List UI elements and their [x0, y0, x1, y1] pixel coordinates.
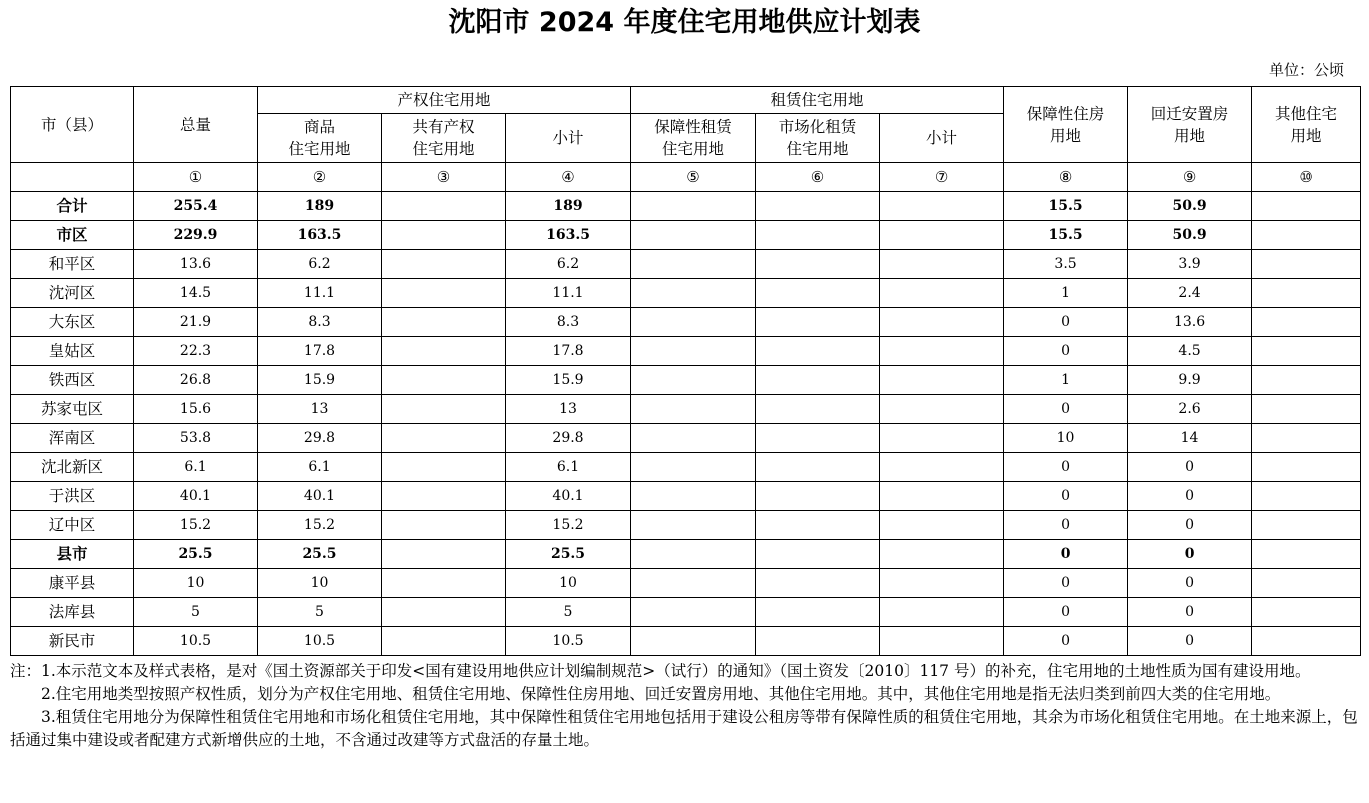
table-cell-sub_p: 189: [506, 192, 631, 221]
table-row: [11, 192, 1361, 221]
table-cell-commercial: 15.9: [258, 366, 382, 395]
table-cell-mkt_rent: [756, 192, 880, 221]
table-cell-sub_p: 6.2: [506, 250, 631, 279]
table-row: [11, 366, 1361, 395]
table-cell-aff_rent: [631, 424, 756, 453]
footnotes: [10, 660, 1360, 752]
table-cell-sub_p: 10.5: [506, 627, 631, 656]
table-cell-other: [1252, 221, 1361, 250]
table-row: [11, 598, 1361, 627]
region-name-cell: 和平区: [11, 250, 134, 279]
column-number: ⑨: [1128, 163, 1252, 192]
region-name-cell: 苏家屯区: [11, 395, 134, 424]
table-cell-resettle: 0: [1128, 627, 1252, 656]
region-name-cell: 于洪区: [11, 482, 134, 511]
table-cell-coowned: [382, 482, 506, 511]
table-cell-mkt_rent: [756, 453, 880, 482]
table-cell-aff_rent: [631, 569, 756, 598]
table-cell-mkt_rent: [756, 424, 880, 453]
table-cell-sub_p: 10: [506, 569, 631, 598]
table-cell-other: [1252, 540, 1361, 569]
region-name-cell: 市区: [11, 221, 134, 250]
table-row: [11, 627, 1361, 656]
table-cell-total: 5: [134, 598, 258, 627]
table-cell-commercial: 29.8: [258, 424, 382, 453]
table-cell-resettle: 0: [1128, 540, 1252, 569]
header-market-rental: 市场化租赁 住宅用地: [756, 114, 880, 163]
table-cell-aff_house: 0: [1004, 511, 1128, 540]
table-cell-coowned: [382, 453, 506, 482]
table-cell-coowned: [382, 540, 506, 569]
table-row: [11, 453, 1361, 482]
table-cell-resettle: 0: [1128, 511, 1252, 540]
table-cell-aff_house: 0: [1004, 308, 1128, 337]
table-cell-other: [1252, 337, 1361, 366]
table-cell-coowned: [382, 424, 506, 453]
table-cell-sub_r: [880, 337, 1004, 366]
header-commercial: 商品 住宅用地: [258, 114, 382, 163]
table-cell-other: [1252, 627, 1361, 656]
header-subtotal-property: 小计: [506, 114, 631, 163]
column-number: ②: [258, 163, 382, 192]
region-name-cell: 法库县: [11, 598, 134, 627]
table-row: [11, 250, 1361, 279]
table-cell-aff_house: 15.5: [1004, 192, 1128, 221]
table-cell-aff_house: 1: [1004, 279, 1128, 308]
table-cell-commercial: 10.5: [258, 627, 382, 656]
table-cell-resettle: 2.6: [1128, 395, 1252, 424]
table-cell-sub_p: 15.9: [506, 366, 631, 395]
table-cell-sub_r: [880, 250, 1004, 279]
table-cell-resettle: 4.5: [1128, 337, 1252, 366]
table-cell-commercial: 6.2: [258, 250, 382, 279]
table-cell-total: 10: [134, 569, 258, 598]
table-cell-mkt_rent: [756, 540, 880, 569]
table-cell-other: [1252, 192, 1361, 221]
table-cell-sub_r: [880, 308, 1004, 337]
table-row: [11, 279, 1361, 308]
table-cell-sub_p: 15.2: [506, 511, 631, 540]
table-cell-mkt_rent: [756, 279, 880, 308]
table-cell-aff_house: 0: [1004, 453, 1128, 482]
table-cell-sub_p: 17.8: [506, 337, 631, 366]
table-row: [11, 308, 1361, 337]
table-cell-commercial: 25.5: [258, 540, 382, 569]
table-cell-mkt_rent: [756, 308, 880, 337]
table-cell-resettle: 0: [1128, 482, 1252, 511]
table-cell-resettle: 9.9: [1128, 366, 1252, 395]
table-cell-coowned: [382, 337, 506, 366]
table-cell-sub_r: [880, 424, 1004, 453]
table-cell-aff_rent: [631, 540, 756, 569]
table-cell-resettle: 0: [1128, 598, 1252, 627]
region-name-cell: 新民市: [11, 627, 134, 656]
region-name-cell: 辽中区: [11, 511, 134, 540]
table-cell-coowned: [382, 598, 506, 627]
table-cell-coowned: [382, 569, 506, 598]
table-cell-aff_house: 3.5: [1004, 250, 1128, 279]
table-cell-aff_rent: [631, 250, 756, 279]
table-cell-commercial: 8.3: [258, 308, 382, 337]
header-coowned: 共有产权 住宅用地: [382, 114, 506, 163]
table-cell-sub_r: [880, 540, 1004, 569]
table-cell-sub_r: [880, 279, 1004, 308]
table-cell-coowned: [382, 395, 506, 424]
table-cell-sub_r: [880, 192, 1004, 221]
table-cell-aff_house: 0: [1004, 482, 1128, 511]
header-affordable-housing: 保障性住房 用地: [1004, 87, 1128, 163]
header-city: 市（县）: [11, 87, 134, 163]
table-cell-other: [1252, 250, 1361, 279]
table-cell-other: [1252, 366, 1361, 395]
header-group-rental: 租赁住宅用地: [631, 87, 1004, 114]
table-cell-aff_rent: [631, 192, 756, 221]
table-row: [11, 337, 1361, 366]
table-cell-commercial: 163.5: [258, 221, 382, 250]
table-cell-sub_r: [880, 598, 1004, 627]
table-row: [11, 569, 1361, 598]
table-cell-mkt_rent: [756, 511, 880, 540]
column-number-blank: [11, 163, 134, 192]
table-cell-sub_p: 29.8: [506, 424, 631, 453]
table-cell-total: 40.1: [134, 482, 258, 511]
table-cell-resettle: 0: [1128, 569, 1252, 598]
region-name-cell: 县市: [11, 540, 134, 569]
column-number-row: [11, 163, 1361, 192]
column-number: ⑧: [1004, 163, 1128, 192]
table-cell-commercial: 13: [258, 395, 382, 424]
table-cell-sub_r: [880, 511, 1004, 540]
table-cell-coowned: [382, 192, 506, 221]
table-cell-other: [1252, 308, 1361, 337]
footnote-1: 注：1.本示范文本及样式表格，是对《国土资源部关于印发<国有建设用地供应计划编制规范>（试行）的通知》（国土资发〔2010〕117 号）的补充，住宅用地的土地性质为国有建设用地。: [10, 662, 1311, 680]
table-cell-aff_house: 0: [1004, 337, 1128, 366]
header-subtotal-rental: 小计: [880, 114, 1004, 163]
footnote-3: 3.租赁住宅用地分为保障性租赁住宅用地和市场化租赁住宅用地，其中保障性租赁住宅用地包括用于建设公租房等带有保障性质的租赁住宅用地，其余为市场化租赁住宅用地。在土地来源上，包括通过集中建设或者配建方式新增供应的土地，不含通过改建等方式盘活的存量土地。: [10, 708, 1358, 749]
table-cell-resettle: 50.9: [1128, 221, 1252, 250]
table-row: [11, 540, 1361, 569]
table-cell-commercial: 6.1: [258, 453, 382, 482]
header-resettlement: 回迁安置房 用地: [1128, 87, 1252, 163]
column-number: ③: [382, 163, 506, 192]
header-affordable-rental: 保障性租赁 住宅用地: [631, 114, 756, 163]
region-name-cell: 沈河区: [11, 279, 134, 308]
footnote-2: 2.住宅用地类型按照产权性质，划分为产权住宅用地、租赁住宅用地、保障性住房用地、回迁安置房用地、其他住宅用地。其中，其他住宅用地是指无法归类到前四大类的住宅用地。: [41, 685, 1281, 703]
table-cell-mkt_rent: [756, 598, 880, 627]
table-cell-commercial: 5: [258, 598, 382, 627]
table-cell-total: 13.6: [134, 250, 258, 279]
table-row: [11, 221, 1361, 250]
column-number: ⑩: [1252, 163, 1361, 192]
table-cell-total: 53.8: [134, 424, 258, 453]
table-cell-sub_p: 5: [506, 598, 631, 627]
table-cell-aff_rent: [631, 395, 756, 424]
table-cell-sub_r: [880, 453, 1004, 482]
region-name-cell: 合计: [11, 192, 134, 221]
column-number: ④: [506, 163, 631, 192]
table-cell-coowned: [382, 250, 506, 279]
table-cell-other: [1252, 424, 1361, 453]
column-number: ⑦: [880, 163, 1004, 192]
region-name-cell: 铁西区: [11, 366, 134, 395]
table-cell-total: 26.8: [134, 366, 258, 395]
table-cell-sub_r: [880, 366, 1004, 395]
table-cell-mkt_rent: [756, 250, 880, 279]
table-cell-sub_r: [880, 569, 1004, 598]
table-cell-aff_rent: [631, 627, 756, 656]
table-cell-other: [1252, 395, 1361, 424]
table-cell-mkt_rent: [756, 366, 880, 395]
table-cell-aff_rent: [631, 511, 756, 540]
table-cell-aff_house: 0: [1004, 540, 1128, 569]
table-cell-sub_p: 13: [506, 395, 631, 424]
column-number: ⑥: [756, 163, 880, 192]
table-cell-mkt_rent: [756, 569, 880, 598]
table-cell-commercial: 10: [258, 569, 382, 598]
table-cell-sub_r: [880, 482, 1004, 511]
header-group-property: 产权住宅用地: [258, 87, 631, 114]
table-cell-total: 6.1: [134, 453, 258, 482]
table-cell-aff_house: 10: [1004, 424, 1128, 453]
table-cell-sub_p: 8.3: [506, 308, 631, 337]
table-cell-aff_house: 0: [1004, 598, 1128, 627]
table-cell-aff_house: 0: [1004, 569, 1128, 598]
table-cell-aff_rent: [631, 453, 756, 482]
region-name-cell: 大东区: [11, 308, 134, 337]
table-cell-aff_house: 15.5: [1004, 221, 1128, 250]
table-cell-total: 10.5: [134, 627, 258, 656]
table-cell-coowned: [382, 308, 506, 337]
table-cell-aff_house: 0: [1004, 395, 1128, 424]
table-cell-total: 229.9: [134, 221, 258, 250]
table-cell-mkt_rent: [756, 395, 880, 424]
unit-label: 单位：公顷: [1268, 61, 1344, 79]
table-cell-resettle: 3.9: [1128, 250, 1252, 279]
table-cell-coowned: [382, 221, 506, 250]
table-cell-resettle: 14: [1128, 424, 1252, 453]
table-cell-other: [1252, 569, 1361, 598]
supply-plan-table: [10, 86, 1361, 656]
table-cell-commercial: 15.2: [258, 511, 382, 540]
table-cell-total: 15.2: [134, 511, 258, 540]
header-other: 其他住宅 用地: [1252, 87, 1361, 163]
table-cell-other: [1252, 598, 1361, 627]
table-row: [11, 424, 1361, 453]
table-cell-total: 255.4: [134, 192, 258, 221]
table-cell-total: 21.9: [134, 308, 258, 337]
table-cell-total: 25.5: [134, 540, 258, 569]
table-cell-resettle: 50.9: [1128, 192, 1252, 221]
table-cell-mkt_rent: [756, 627, 880, 656]
table-cell-mkt_rent: [756, 337, 880, 366]
table-cell-resettle: 2.4: [1128, 279, 1252, 308]
region-name-cell: 沈北新区: [11, 453, 134, 482]
table-cell-other: [1252, 279, 1361, 308]
column-number: ⑤: [631, 163, 756, 192]
table-cell-commercial: 11.1: [258, 279, 382, 308]
page-title: 沈阳市 2024 年度住宅用地供应计划表: [448, 7, 921, 38]
column-number: ①: [134, 163, 258, 192]
table-cell-mkt_rent: [756, 482, 880, 511]
table-cell-resettle: 13.6: [1128, 308, 1252, 337]
table-cell-sub_p: 11.1: [506, 279, 631, 308]
table-cell-coowned: [382, 627, 506, 656]
table-cell-coowned: [382, 366, 506, 395]
table-cell-coowned: [382, 511, 506, 540]
header-total: 总量: [134, 87, 258, 163]
table-cell-aff_rent: [631, 366, 756, 395]
table-cell-resettle: 0: [1128, 453, 1252, 482]
table-cell-sub_r: [880, 395, 1004, 424]
table-cell-total: 15.6: [134, 395, 258, 424]
table-cell-aff_rent: [631, 482, 756, 511]
table-row: [11, 395, 1361, 424]
table-cell-aff_rent: [631, 598, 756, 627]
table-cell-commercial: 40.1: [258, 482, 382, 511]
table-row: [11, 482, 1361, 511]
table-cell-aff_rent: [631, 221, 756, 250]
table-cell-sub_r: [880, 627, 1004, 656]
table-cell-sub_p: 163.5: [506, 221, 631, 250]
table-cell-aff_house: 0: [1004, 627, 1128, 656]
table-cell-sub_r: [880, 221, 1004, 250]
table-cell-other: [1252, 482, 1361, 511]
table-cell-commercial: 189: [258, 192, 382, 221]
region-name-cell: 皇姑区: [11, 337, 134, 366]
table-cell-sub_p: 25.5: [506, 540, 631, 569]
table-cell-aff_rent: [631, 337, 756, 366]
region-name-cell: 浑南区: [11, 424, 134, 453]
table-cell-commercial: 17.8: [258, 337, 382, 366]
table-cell-sub_p: 6.1: [506, 453, 631, 482]
table-cell-aff_house: 1: [1004, 366, 1128, 395]
table-cell-total: 22.3: [134, 337, 258, 366]
table-cell-other: [1252, 511, 1361, 540]
table-cell-aff_rent: [631, 308, 756, 337]
table-cell-other: [1252, 453, 1361, 482]
table-cell-sub_p: 40.1: [506, 482, 631, 511]
table-cell-total: 14.5: [134, 279, 258, 308]
table-cell-coowned: [382, 279, 506, 308]
table-cell-mkt_rent: [756, 221, 880, 250]
table-cell-aff_rent: [631, 279, 756, 308]
table-row: [11, 511, 1361, 540]
region-name-cell: 康平县: [11, 569, 134, 598]
